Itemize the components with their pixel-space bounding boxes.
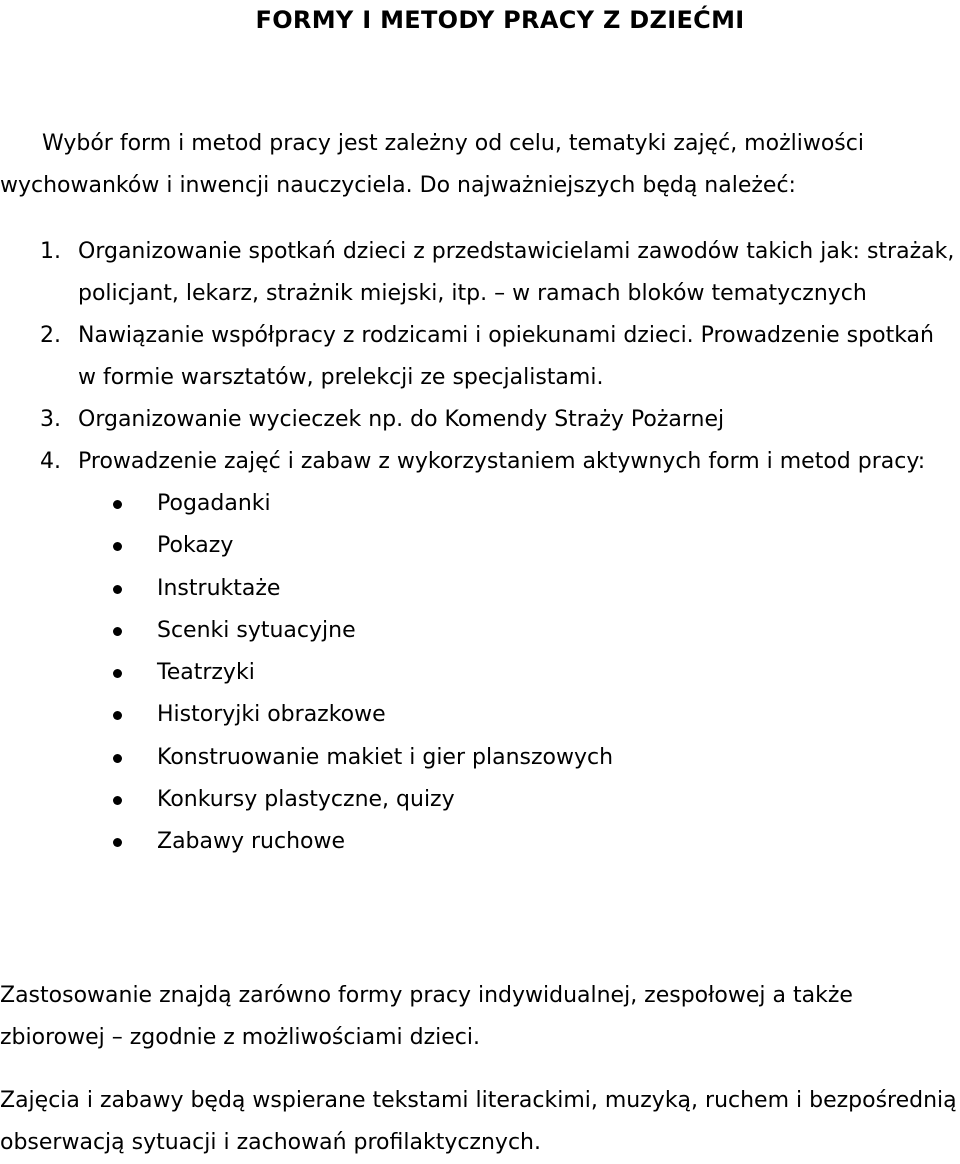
closing-paragraph-forms: Zastosowanie znajdą zarówno formy pracy indywidualnej, zespołowej a także zbiorowej – zgodnie z możliwościami dzieci. bbox=[0, 983, 853, 1050]
method-item bbox=[0, 652, 955, 694]
method-label: Scenki sytuacyjne bbox=[157, 617, 356, 643]
document-title: FORMY I METODY PRACY Z DZIEĆMI bbox=[255, 6, 745, 34]
item-text: Nawiązanie współpracy z rodzicami i opiekunami dzieci. Prowadzenie spotkań w formie warsztatów, prelekcji ze specjalistami. bbox=[78, 323, 934, 390]
bullet-icon bbox=[113, 754, 122, 763]
bullet-icon bbox=[113, 669, 122, 678]
intro-line-2: wychowanków i inwencji nauczyciela. Do najważniejszych będą należeć: bbox=[0, 173, 796, 198]
bullet-icon bbox=[113, 500, 122, 509]
numbered-item bbox=[0, 315, 955, 399]
method-item bbox=[0, 568, 955, 610]
item-number: 3. bbox=[40, 407, 61, 432]
bullet-icon bbox=[113, 627, 122, 636]
bullet-icon bbox=[113, 711, 122, 720]
method-item bbox=[0, 779, 955, 821]
numbered-list bbox=[0, 231, 955, 864]
method-item bbox=[0, 525, 955, 567]
bullet-icon bbox=[113, 542, 122, 551]
item-text: Prowadzenie zajęć i zabaw z wykorzystaniem aktywnych form i metod pracy: bbox=[78, 449, 926, 474]
item-number: 1. bbox=[40, 239, 61, 264]
method-item bbox=[0, 694, 955, 736]
numbered-item bbox=[0, 441, 955, 864]
item-number: 2. bbox=[40, 323, 61, 348]
intro-line-1: Wybór form i metod pracy jest zależny od celu, tematyki zajęć, możliwości bbox=[42, 131, 864, 156]
bullet-icon bbox=[113, 838, 122, 847]
bullet-icon bbox=[113, 585, 122, 594]
method-label: Pogadanki bbox=[157, 491, 271, 516]
numbered-item bbox=[0, 231, 955, 315]
intro-paragraph bbox=[0, 123, 955, 207]
numbered-item bbox=[0, 399, 955, 441]
item-text: Organizowanie spotkań dzieci z przedstawicielami zawodów takich jak: strażak, policjant, lekarz, strażnik miejski, itp. – w ramach bloków tematycznych bbox=[78, 239, 955, 306]
method-item bbox=[0, 737, 955, 779]
method-label: Zabawy ruchowe bbox=[157, 829, 346, 855]
method-label: Teatrzyki bbox=[157, 660, 255, 686]
method-label: Konstruowanie makiet i gier planszowych bbox=[157, 744, 614, 770]
method-label: Instruktaże bbox=[157, 575, 281, 601]
closing-paragraph-support: Zajęcia i zabawy będą wspierane tekstami literackimi, muzyką, ruchem i bezpośrednią obserwacją sytuacji i zachowań profilaktycznych. bbox=[0, 1088, 957, 1155]
method-item bbox=[0, 483, 955, 525]
methods-list bbox=[0, 483, 955, 864]
method-label: Pokazy bbox=[157, 533, 234, 559]
item-text: Organizowanie wycieczek np. do Komendy Straży Pożarnej bbox=[78, 407, 725, 432]
method-item bbox=[0, 821, 955, 863]
item-number: 4. bbox=[40, 449, 61, 474]
method-label: Konkursy plastyczne, quizy bbox=[157, 787, 455, 813]
bullet-icon bbox=[113, 796, 122, 805]
method-label: Historyjki obrazkowe bbox=[157, 702, 386, 728]
method-item bbox=[0, 610, 955, 652]
